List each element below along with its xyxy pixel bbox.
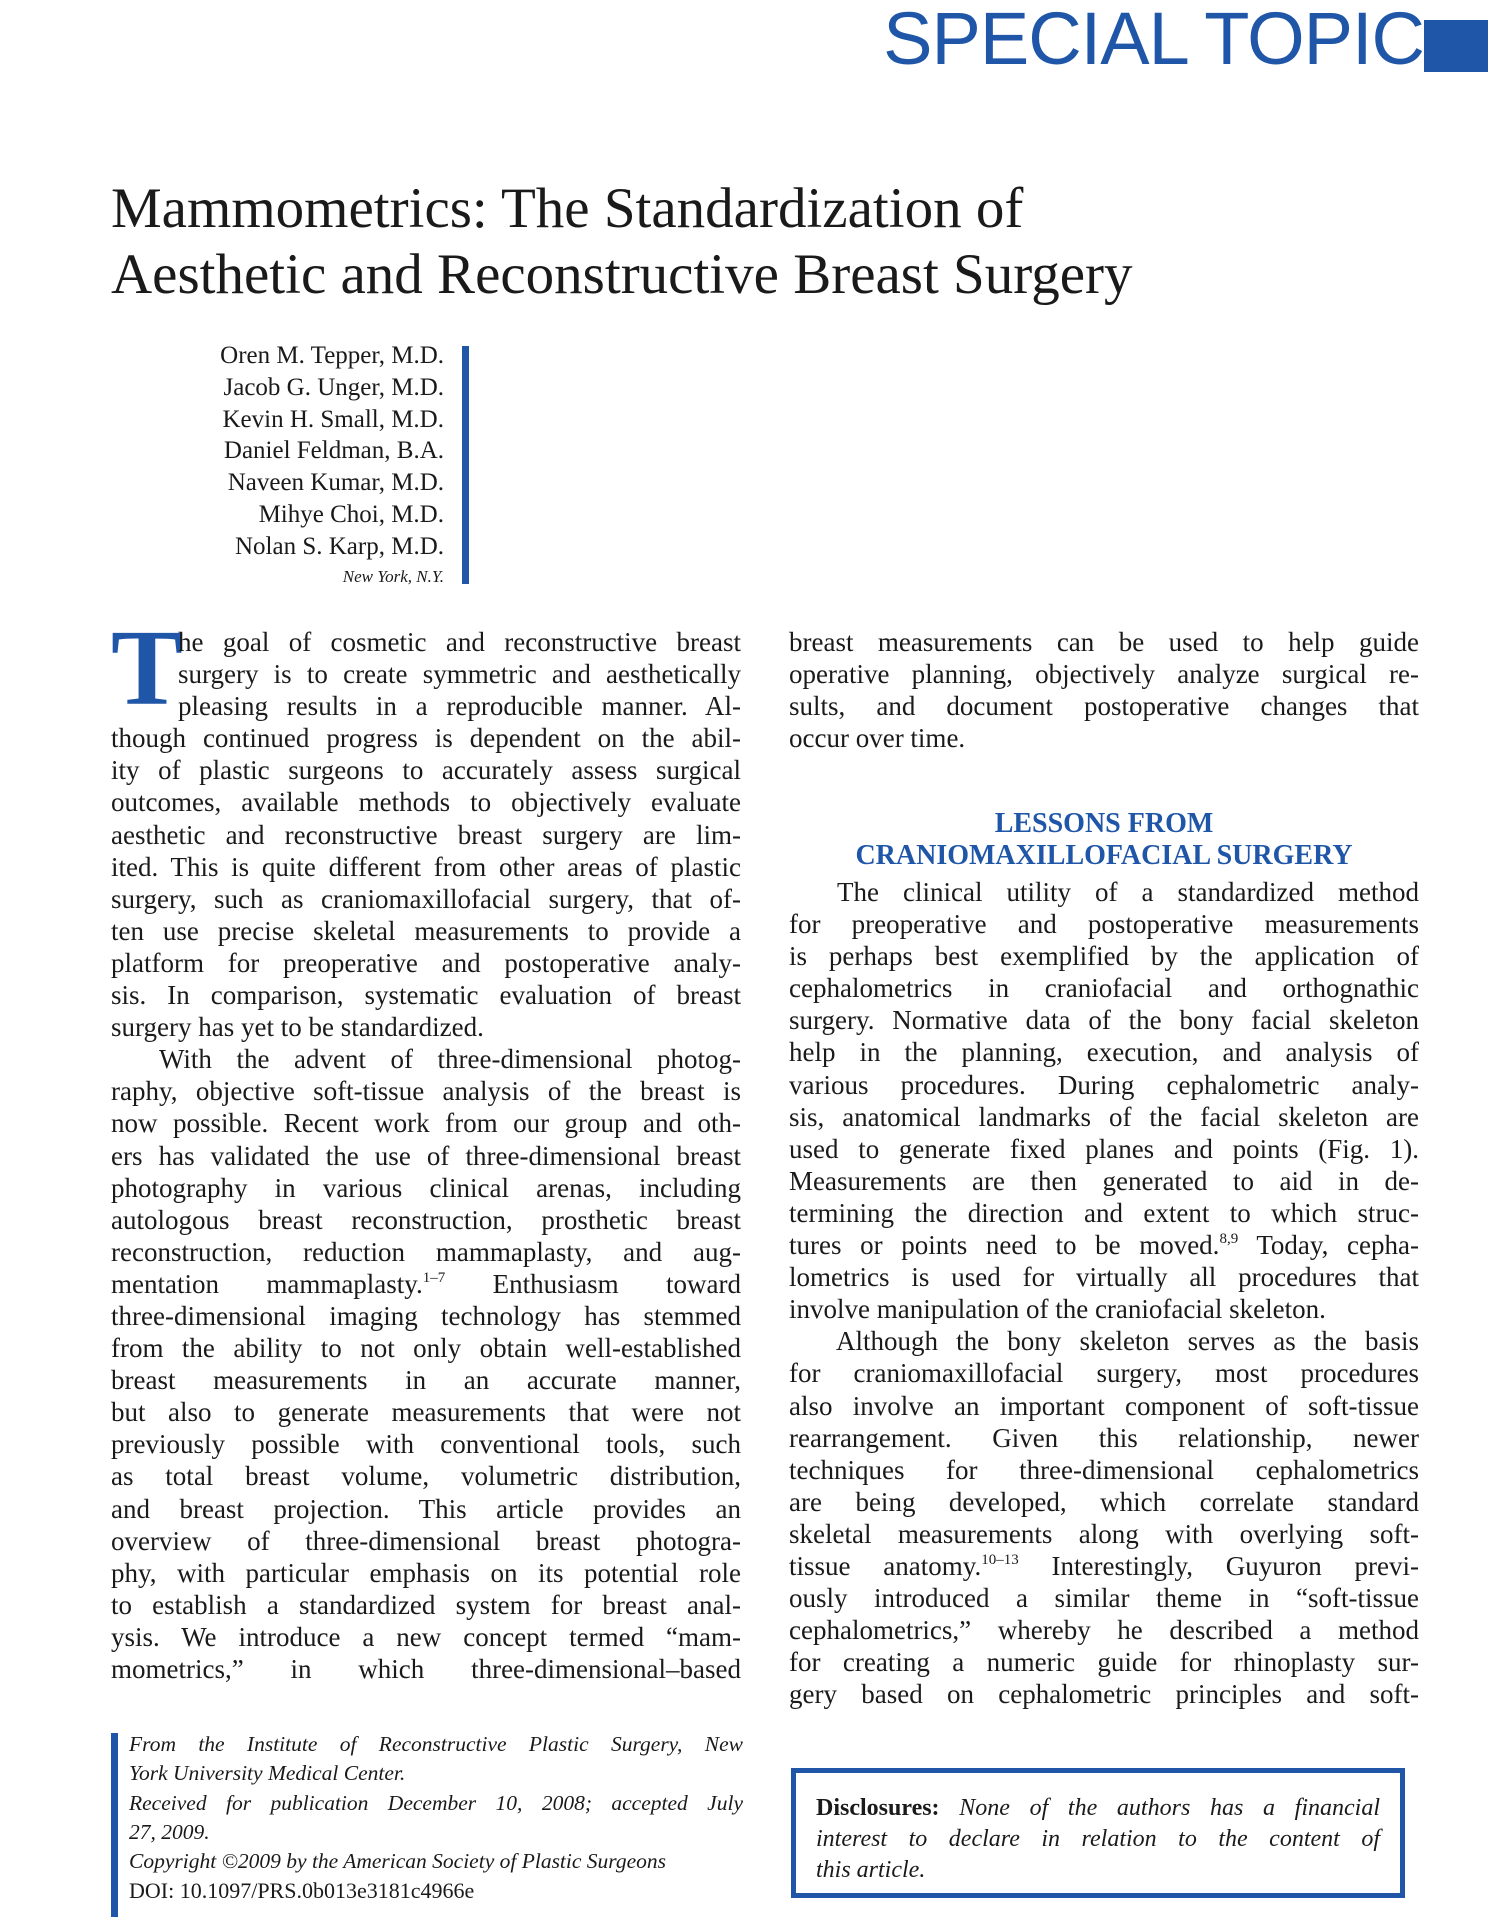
footnote-line: From the Institute of Reconstructive Plastic Surgery, New [129, 1732, 743, 1756]
title-line: Mammometrics: The Standardization of [111, 177, 1024, 240]
body-line: three-dimensional imaging technology has stemmed [111, 1300, 741, 1331]
drop-cap: T [111, 609, 184, 728]
body-line: for preoperative and postoperative measurements [789, 909, 1419, 940]
body-text: Today, cepha- [1238, 1230, 1419, 1261]
body-line: ers has validated the use of three-dimensional breast [111, 1140, 741, 1171]
body-line: surgery has yet to be standardized. [111, 1012, 484, 1043]
body-text: mentation mammaplasty. [111, 1268, 423, 1299]
section-label: SPECIAL TOPIC [883, 0, 1424, 80]
citation: 8,9 [1219, 1231, 1239, 1248]
author: Daniel Feldman, B.A. [223, 437, 444, 465]
disclosure-line [816, 1793, 1380, 1824]
citation: 10–13 [981, 1551, 1019, 1568]
body-line: now possible. Recent work from our group and oth- [111, 1108, 741, 1139]
author: Nolan S. Karp, M.D. [234, 532, 444, 560]
footnote-line: 27, 2009. [129, 1819, 210, 1844]
footnote-rule [111, 1733, 118, 1917]
body-line: are being developed, which correlate standard [789, 1486, 1419, 1517]
body-line: cephalometrics,” whereby he described a method [789, 1615, 1419, 1646]
body-text: tures or points need to be moved. [789, 1230, 1220, 1261]
body-line: autologous breast reconstruction, prosthetic breast [111, 1204, 741, 1235]
body-line: The clinical utility of a standardized method [837, 877, 1419, 907]
body-line: as total breast volume, volumetric distribution, [111, 1461, 741, 1492]
body-line: occur over time. [789, 723, 966, 754]
body-line [111, 1268, 741, 1300]
body-line: raphy, objective soft-tissue analysis of the breast is [111, 1076, 741, 1107]
body-line [789, 1550, 1419, 1582]
footnote-line: York University Medical Center. [129, 1761, 406, 1786]
body-text: Enthusiasm toward [445, 1268, 741, 1299]
title-line: Aesthetic and Reconstructive Breast Surgery [111, 243, 1133, 306]
footnote-line: Copyright ©2009 by the American Society of Plastic Surgeons [129, 1849, 667, 1874]
disclosure-line: interest to declare in relation to the content of [816, 1826, 1380, 1852]
body-line: aesthetic and reconstructive breast surgery are lim- [111, 819, 741, 850]
body-line: lometrics is used for virtually all procedures that [789, 1262, 1419, 1293]
disclosures-label: Disclosures: [816, 1795, 940, 1821]
body-line: rearrangement. Given this relationship, newer [789, 1422, 1419, 1453]
citation: 1–7 [422, 1269, 446, 1286]
heading-line: CRANIOMAXILLOFACIAL SURGERY [855, 840, 1353, 871]
author-rule [462, 346, 469, 584]
body-line: outcomes, available methods to objectively evaluate [111, 787, 741, 818]
body-line: for craniomaxillofacial surgery, most procedures [789, 1358, 1419, 1389]
body-line: With the advent of three-dimensional photog- [159, 1044, 741, 1075]
body-line: is perhaps best exemplified by the application of [789, 941, 1419, 972]
body-line: involve manipulation of the craniofacial skeleton. [789, 1294, 1326, 1325]
disclosure-line: this article. [816, 1857, 926, 1883]
disclosure-text: None of the authors has a financial [939, 1795, 1380, 1821]
section-heading [789, 808, 1419, 872]
author: Mihye Choi, M.D. [258, 500, 444, 528]
body-line: ten use precise skeletal measurements to provide a [111, 915, 741, 946]
body-line: surgery, such as craniomaxillofacial surgery, that of- [111, 883, 741, 914]
author: Naveen Kumar, M.D. [227, 469, 444, 497]
body-text: Interestingly, Guyuron previ- [1018, 1550, 1419, 1581]
section-accent-block [1424, 20, 1488, 72]
body-line: mometrics,” in which three-dimensional–based [111, 1654, 741, 1684]
body-text: tissue anatomy. [789, 1550, 982, 1581]
body-line: surgery. Normative data of the bony facial skeleton [789, 1005, 1419, 1036]
author: Kevin H. Small, M.D. [222, 405, 444, 433]
body-line: breast measurements in an accurate manner, [111, 1365, 741, 1396]
left-column [111, 609, 741, 1685]
body-line: also involve an important component of soft-tissue [789, 1390, 1419, 1421]
disclosures-box [791, 1768, 1405, 1898]
body-line: help in the planning, execution, and analysis of [789, 1037, 1419, 1068]
body-line: Although the bony skeleton serves as the basis [836, 1326, 1419, 1357]
body-line: though continued progress is dependent on the abil- [111, 723, 741, 754]
body-line: reconstruction, reduction mammaplasty, and aug- [111, 1236, 741, 1267]
author: Jacob G. Unger, M.D. [223, 373, 444, 401]
body-line: platform for preoperative and postoperative analy- [111, 947, 741, 978]
body-line: and breast projection. This article provides an [111, 1493, 741, 1524]
body-line: but also to generate measurements that were not [111, 1397, 741, 1428]
body-line: to establish a standardized system for breast anal- [111, 1589, 741, 1620]
body-line: from the ability to not only obtain well-established [111, 1333, 741, 1364]
body-line: ysis. We introduce a new concept termed “mam- [111, 1621, 741, 1652]
author-list [120, 340, 444, 591]
body-line: phy, with particular emphasis on its potential role [111, 1557, 741, 1588]
body-line: ously introduced a similar theme in “soft-tissue [789, 1583, 1419, 1614]
body-line [789, 1229, 1419, 1261]
body-line: pleasing results in a reproducible manner. Al- [178, 691, 741, 722]
body-line: cephalometrics in craniofacial and orthognathic [789, 973, 1419, 1004]
body-line: termining the direction and extent to which struc- [789, 1197, 1419, 1228]
author-location: New York, N.Y. [342, 566, 444, 586]
body-line: skeletal measurements along with overlying soft- [789, 1518, 1419, 1549]
body-line: surgery is to create symmetric and aesthetically [178, 659, 741, 690]
heading-line: LESSONS FROM [994, 808, 1214, 839]
body-line: photography in various clinical arenas, including [111, 1172, 741, 1203]
footnote-line: Received for publication December 10, 2008; accepted July [129, 1790, 743, 1815]
right-column-top [789, 626, 1419, 754]
author: Oren M. Tepper, M.D. [220, 342, 444, 369]
right-column [789, 876, 1419, 1710]
body-line: breast measurements can be used to help guide [789, 627, 1419, 657]
body-line: sults, and document postoperative changes that [789, 691, 1419, 722]
body-line: techniques for three-dimensional cephalometrics [789, 1454, 1419, 1485]
body-line: he goal of cosmetic and reconstructive breast [178, 627, 741, 657]
body-line: previously possible with conventional tools, such [111, 1429, 741, 1460]
body-line: sis. In comparison, systematic evaluation of breast [111, 980, 741, 1011]
body-line: Measurements are then generated to aid in de- [789, 1165, 1419, 1196]
body-line: for creating a numeric guide for rhinoplasty sur- [789, 1647, 1419, 1678]
body-line: various procedures. During cephalometric analy- [789, 1069, 1419, 1100]
body-line: ity of plastic surgeons to accurately assess surgical [111, 755, 741, 786]
body-line: ited. This is quite different from other areas of plastic [111, 851, 741, 882]
body-line: gery based on cephalometric principles and soft- [789, 1679, 1419, 1710]
body-line: used to generate fixed planes and points (Fig. 1). [789, 1133, 1419, 1164]
body-line: sis, anatomical landmarks of the facial skeleton are [789, 1101, 1419, 1132]
body-line: overview of three-dimensional breast photogra- [111, 1525, 741, 1556]
article-title [111, 176, 1411, 308]
doi: DOI: 10.1097/PRS.0b013e3181c4966e [129, 1878, 475, 1904]
footnote [129, 1730, 743, 1906]
body-line: operative planning, objectively analyze surgical re- [789, 659, 1419, 690]
